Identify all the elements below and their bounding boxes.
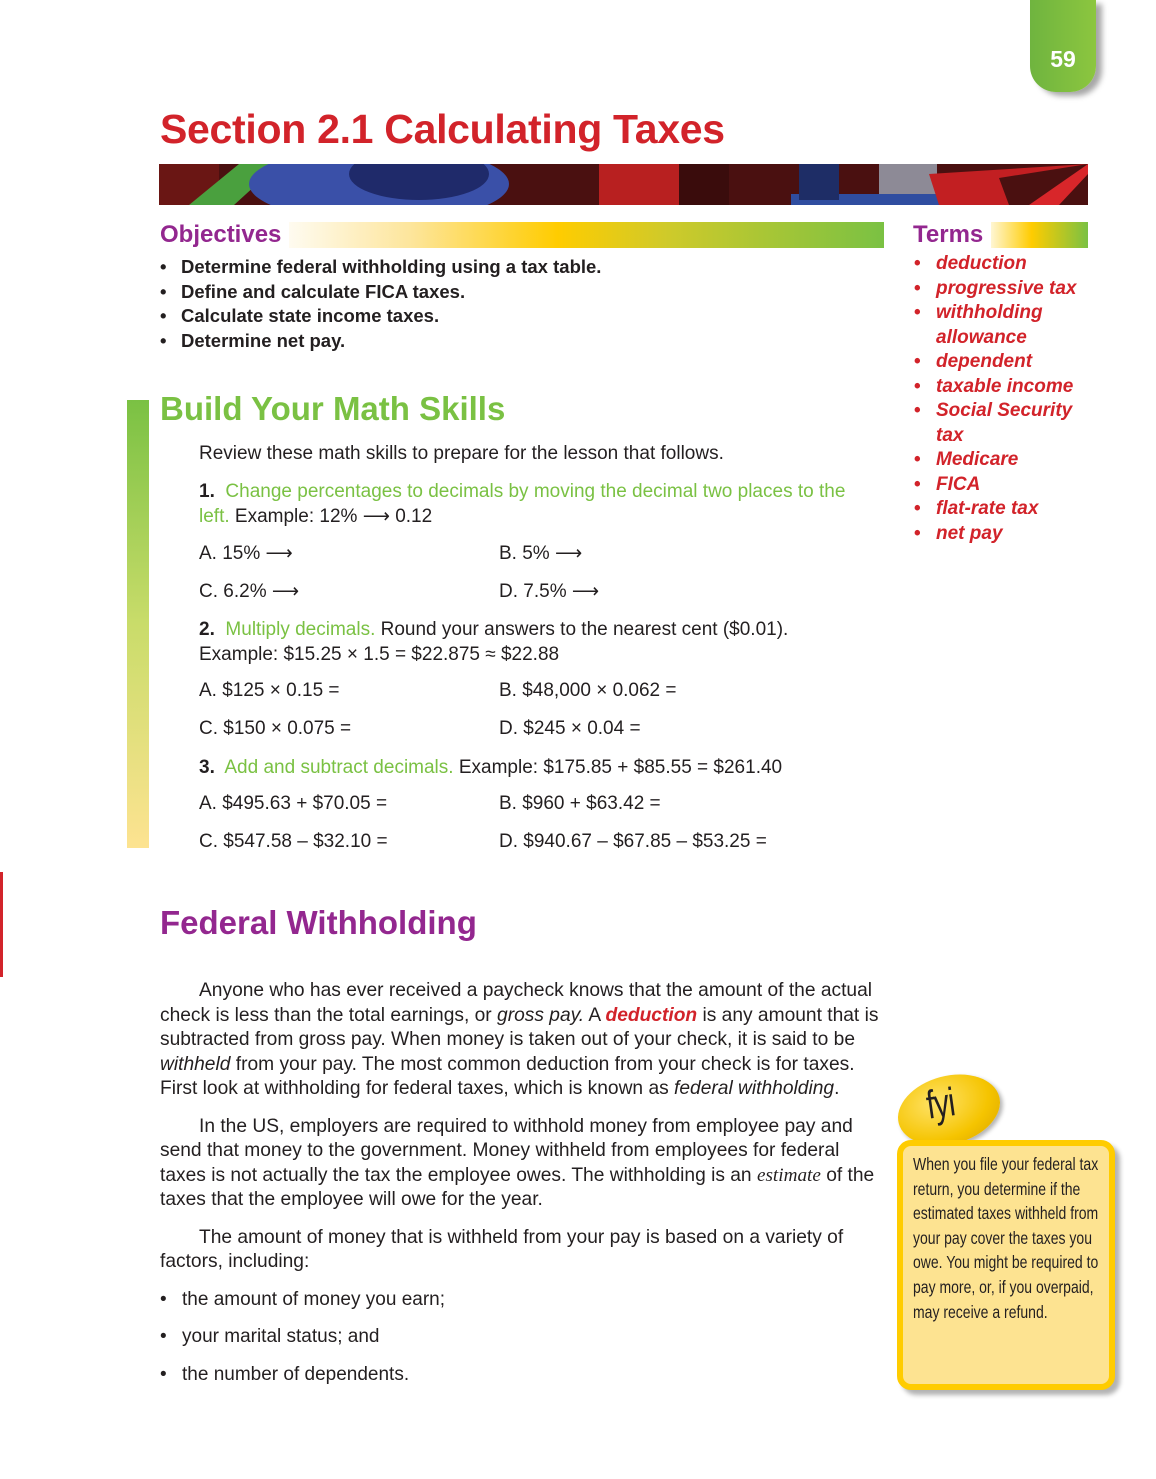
skill-description: Multiply decimals. [225, 619, 376, 640]
factors-list [160, 1288, 885, 1401]
terms-list [914, 252, 1076, 546]
section-title: Section 2.1 Calculating Taxes [160, 106, 725, 152]
skill-example: Example: $175.85 + $85.55 = $261.40 [453, 757, 783, 778]
exercise-row [199, 680, 899, 702]
paragraph: The amount of money that is withheld from your pay is based on a variety of factors, including: [160, 1226, 844, 1272]
skills-side-bar [127, 400, 149, 848]
text: from your pay. The most common deduction from your check is for taxes. First look at withholding for federal taxes, which is known as [160, 1053, 855, 1099]
exercise-item: D. 7.5% ⟶ [499, 581, 600, 602]
factor-item: • your marital status; and [160, 1325, 885, 1363]
fyi-text: When you file your federal tax return, you determine if the estimated taxes withheld from your pay cover the taxes you owe. You might be required to pay more, or, if you overpaid, may receive a refund. [913, 1154, 1099, 1322]
objective-item: • Determine federal withholding using a tax table. [160, 255, 601, 280]
objectives-header [159, 222, 884, 248]
exercise-item: A. $495.63 + $70.05 = [199, 793, 388, 814]
factor-item: • the number of dependents. [160, 1363, 885, 1401]
fyi-label: fyi [923, 1080, 958, 1128]
term-item: • Medicare [914, 448, 1076, 473]
term-item: • flat-rate tax [914, 497, 1076, 522]
text: In the US, employers are required to withhold money from employee pay and send that money to the government. Money withheld from employees for federal taxes is not actually the tax the employee owes. The withholding is an [160, 1115, 853, 1186]
exercise-item: C. $150 × 0.075 = [199, 718, 352, 739]
skill-number: 2. [199, 619, 215, 640]
exercise-row [199, 793, 899, 815]
exercise-item: C. 6.2% ⟶ [199, 581, 300, 602]
objective-item: • Determine net pay. [160, 329, 601, 354]
text: is any amount that is subtracted from gross pay. When money is taken out of your check, it is said to be [160, 1004, 879, 1050]
term-gross-pay: gross pay. [497, 1004, 585, 1026]
objective-item: • Calculate state income taxes. [160, 304, 601, 329]
text: of the taxes that the employee will owe for the year. [160, 1164, 875, 1210]
paragraph [160, 1115, 885, 1213]
exercise-row [199, 542, 899, 565]
terms-heading: Terms [912, 222, 991, 248]
paragraph [160, 979, 885, 1102]
term-label: Social Security tax [936, 400, 1073, 446]
term-label: withholding allowance [936, 302, 1043, 348]
exercise-item: D. $940.67 – $67.85 – $53.25 = [499, 831, 767, 852]
term-item: • net pay [914, 522, 1076, 547]
term-deduction: deduction [605, 1004, 698, 1026]
objectives-heading: Objectives [159, 222, 289, 248]
exercise-row [199, 831, 899, 853]
skill-number: 3. [199, 757, 215, 778]
term-item: • taxable income [914, 375, 1076, 400]
banner-image [159, 164, 1088, 205]
term-withheld: withheld [160, 1053, 231, 1075]
skill-1 [199, 480, 869, 529]
text: . [834, 1078, 840, 1099]
math-skills-heading: Build Your Math Skills [160, 390, 506, 427]
term-item: • dependent [914, 350, 1076, 375]
margin-marker [0, 872, 3, 977]
page-number: 59 [1030, 0, 1096, 92]
text: A [584, 1004, 606, 1026]
text: Anyone who has ever received a paycheck knows that the amount of the actual check is less than the total earnings, or [160, 980, 873, 1026]
objectives-list [160, 255, 601, 354]
factor-item: • the amount of money you earn; [160, 1288, 885, 1326]
term-item: • progressive tax [914, 277, 1076, 302]
term-item: • deduction [914, 252, 1076, 277]
fyi-box [897, 1140, 1115, 1390]
term-estimate: estimate [756, 1164, 821, 1186]
term-item: • FICA [914, 473, 1076, 498]
skill-description: Add and subtract decimals. [224, 757, 454, 778]
exercise-item: C. $547.58 – $32.10 = [199, 831, 388, 852]
objective-item: • Define and calculate FICA taxes. [160, 280, 601, 305]
exercise-row [199, 718, 899, 740]
skill-2 [199, 618, 879, 667]
skill-example: Round your answers to the nearest cent ($0.01). [375, 619, 789, 640]
term-federal-withholding: federal withholding [674, 1078, 835, 1099]
exercise-item: B. 5% ⟶ [499, 543, 583, 564]
terms-header [912, 222, 1088, 248]
federal-paragraphs [160, 979, 885, 1400]
skill-3 [199, 756, 899, 781]
term-item [914, 399, 1076, 448]
term-item [914, 301, 1066, 350]
federal-withholding-heading: Federal Withholding [160, 904, 477, 941]
math-skills-intro: Review these math skills to prepare for the lesson that follows. [199, 443, 724, 464]
exercise-row [199, 580, 899, 603]
exercise-item: A. $125 × 0.15 = [199, 680, 340, 701]
exercise-item: B. $48,000 × 0.062 = [499, 680, 677, 701]
skill-description: Change percentages to decimals by moving the decimal two places to the left. [199, 481, 846, 527]
skill-example: Example: $15.25 × 1.5 = $22.875 ≈ $22.88 [199, 643, 560, 665]
exercise-item: D. $245 × 0.04 = [499, 718, 641, 739]
exercise-item: A. 15% ⟶ [199, 543, 293, 564]
skill-example: Example: 12% ⟶ 0.12 [229, 505, 433, 527]
exercise-item: B. $960 + $63.42 = [499, 793, 661, 814]
skill-number: 1. [199, 481, 215, 502]
